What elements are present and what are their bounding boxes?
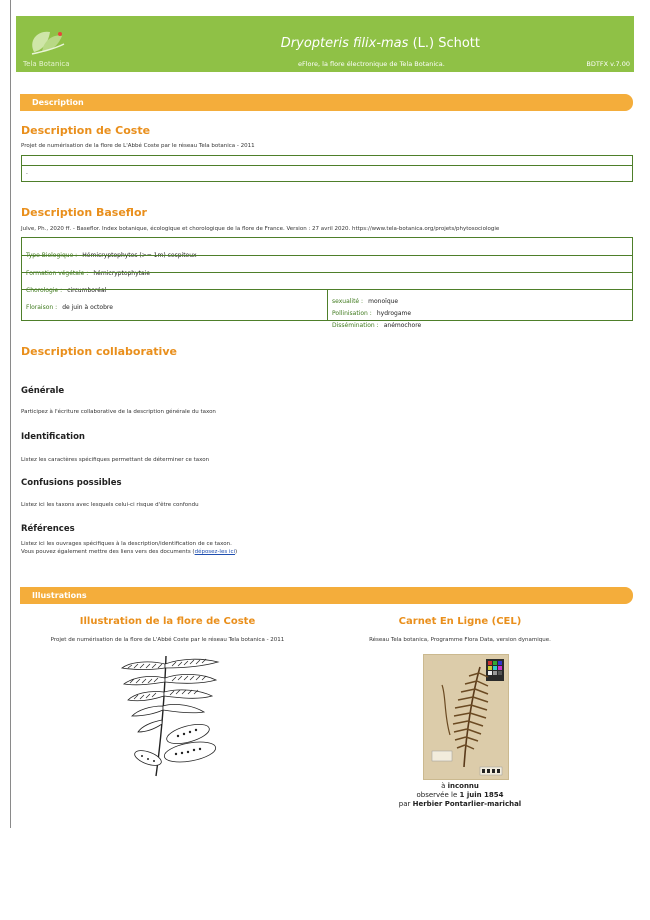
species-title (281, 36, 480, 51)
cel-location: inconnu (447, 782, 479, 790)
version-label: BDTFX v.7.00 (586, 60, 630, 68)
illustrations-section-bar (20, 587, 633, 604)
formation-value: hémicryptophytaie (93, 270, 151, 277)
coste-source: Projet de numérisation de la flore de L'Abbé Coste par le réseau Tela botanica - 2011 (21, 143, 255, 149)
chorologie-row (22, 272, 632, 294)
coste-title: Description de Coste (21, 124, 151, 137)
description-bar-label: Description (32, 98, 84, 107)
baseflor-source: Julve, Ph., 2020 ff. - Baseflor. Index botanique, écologique et chorologique de la flore de France. Version : 27 avril 2020. https://www.tela-botanica.org/projets/phytosociologie (21, 226, 500, 232)
references-title: Références (21, 524, 75, 534)
identification-text[interactable]: Listez les caractères spécifiques permettant de déterminer ce taxon (21, 457, 210, 463)
confusions-title: Confusions possibles (21, 478, 122, 488)
floraison-row (22, 289, 632, 329)
baseflor-title: Description Baseflor (21, 206, 147, 219)
pollinisation-label: Pollinisation : (332, 310, 372, 317)
references-text-2 (21, 549, 237, 555)
coste-illustration-source: Projet de numérisation de la flore de L'Abbé Coste par le réseau Tela botanica - 2011 (50, 637, 285, 643)
references-text-2b: ) (235, 549, 238, 555)
cel-observed-date: 1 juin 1854 (459, 791, 504, 799)
dissemination-label: Dissémination : (332, 322, 379, 329)
confusions-text[interactable]: Listez ici les taxons avec lesquels celui-ci risque d'être confondu (21, 502, 199, 508)
identification-title: Identification (21, 432, 85, 442)
tela-botanica-logo[interactable] (20, 22, 80, 66)
generale-text[interactable]: Participez à l'écriture collaborative de la description générale du taxon (21, 409, 216, 415)
coste-fern-drawing[interactable] (118, 652, 226, 778)
cel-herbarium-photo[interactable] (423, 654, 509, 780)
collab-title: Description collaborative (21, 345, 177, 358)
coste-illustration-title: Illustration de la flore de Coste (79, 616, 256, 627)
type-biologique-label: Type Biologique : (26, 252, 78, 259)
cel-source: Réseau Tela botanica, Programme Flora Data, version dynamique. (369, 637, 551, 643)
formation-label: Formation végétale : (26, 270, 89, 277)
references-text-2a: Vous pouvez également mettre des liens vers des documents ( (21, 549, 195, 555)
species-name: Dryopteris filix-mas (280, 36, 409, 51)
cel-by-prefix: par (398, 800, 411, 808)
type-biologique-value: Hémicryptophytes (>= 1m) cespiteux (82, 252, 197, 259)
reproduction-cell (332, 294, 421, 330)
cel-title: Carnet En Ligne (CEL) (398, 616, 522, 627)
cel-credit (360, 782, 560, 809)
coste-table (21, 155, 633, 182)
generale-title: Générale (21, 386, 65, 396)
floraison-label: Floraison : (26, 304, 58, 311)
coste-row-2: . (26, 169, 28, 176)
floraison-value: de juin à octobre (62, 304, 113, 311)
table-divider (327, 290, 328, 321)
sexualite-value: monoïque (368, 298, 399, 305)
deposit-link[interactable]: déposez-les ici (194, 549, 236, 555)
cel-observer: Herbier Pontarlier-marichal (412, 800, 522, 808)
cel-location-prefix: à (441, 782, 446, 790)
chorologie-label: Chorologie : (26, 287, 63, 294)
pollinisation-value: hydrogame (376, 310, 412, 317)
description-section-bar (20, 94, 633, 111)
illustrations-bar-label: Illustrations (32, 591, 87, 600)
references-text-1: Listez ici les ouvrages spécifiques à la description/identification de ce taxon. (21, 541, 232, 547)
site-subtitle: eFlore, la flore électronique de Tela Botanica. (298, 60, 445, 68)
cel-observed-prefix: observée le (416, 791, 458, 799)
species-author: (L.) Schott (412, 36, 480, 51)
coste-row-2-container (22, 165, 632, 182)
logo-text: Tela Botanica (23, 60, 70, 68)
dissemination-value: anémochore (383, 322, 422, 329)
header-banner (16, 16, 634, 72)
formation-row (22, 255, 632, 277)
sexualite-label: sexualité : (332, 298, 364, 305)
baseflor-table (21, 237, 633, 329)
chorologie-value: circumboréal (67, 287, 107, 294)
